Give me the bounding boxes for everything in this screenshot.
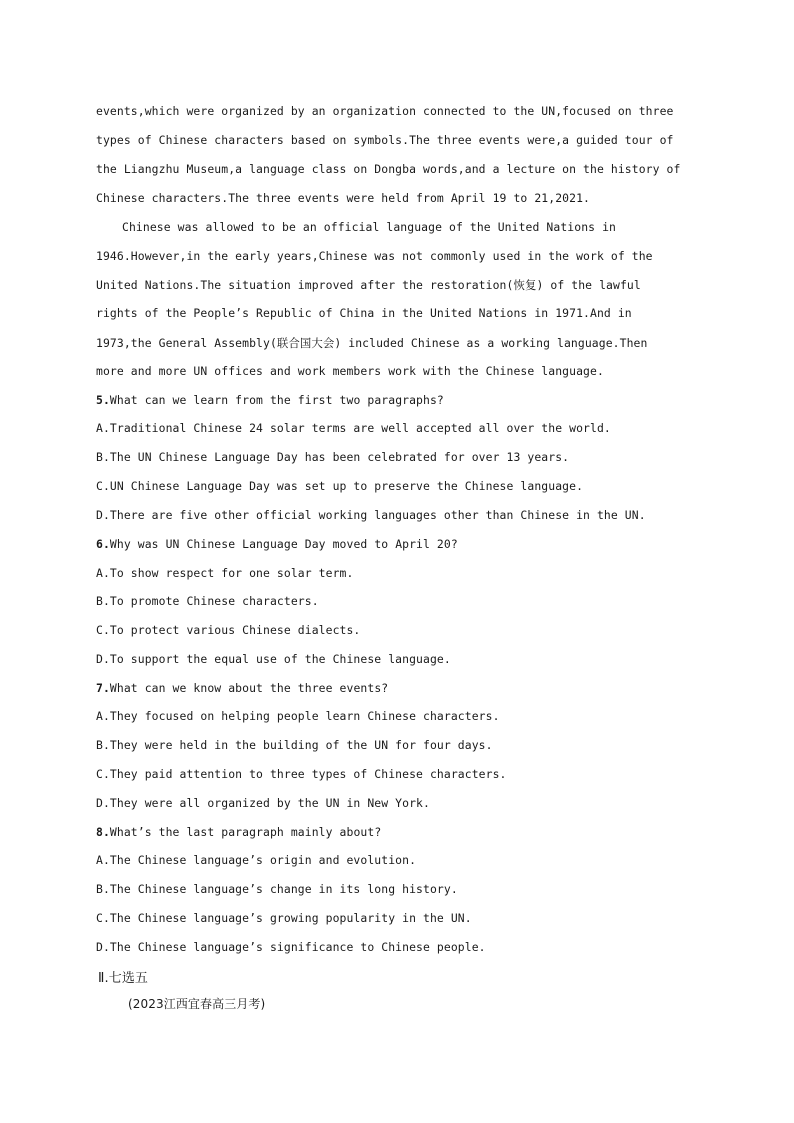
- passage-line: 1973,the General Assembly(联合国大会) included Chinese as a working language.Then: [96, 336, 648, 350]
- answer-option: B.The UN Chinese Language Day has been celebrated for over 13 years.: [96, 450, 570, 464]
- passage-line: Chinese was allowed to be an official language of the United Nations in: [122, 220, 616, 234]
- passage-line: United Nations.The situation improved after the restoration(恢复) of the lawful: [96, 278, 641, 292]
- answer-option: D.They were all organized by the UN in New York.: [96, 796, 430, 810]
- passage-line: Chinese characters.The three events were held from April 19 to 21,2021.: [96, 191, 590, 205]
- passage-line: events,which were organized by an organization connected to the UN,focused on three: [96, 104, 674, 118]
- passage-line: the Liangzhu Museum,a language class on Dongba words,and a lecture on the history of: [96, 162, 681, 176]
- answer-option: D.The Chinese language’s significance to Chinese people.: [96, 940, 486, 954]
- passage-line: more and more UN offices and work members work with the Chinese language.: [96, 364, 604, 378]
- question-text: What can we know about the three events?: [109, 681, 389, 695]
- answer-option: A.Traditional Chinese 24 solar terms are well accepted all over the world.: [96, 421, 611, 435]
- answer-option: C.UN Chinese Language Day was set up to preserve the Chinese language.: [96, 479, 584, 493]
- answer-option: C.To protect various Chinese dialects.: [96, 623, 361, 637]
- answer-option: B.The Chinese language’s change in its long history.: [96, 882, 458, 896]
- question-stem: [96, 681, 388, 695]
- answer-option: C.The Chinese language’s growing popularity in the UN.: [96, 911, 472, 925]
- question-text: What’s the last paragraph mainly about?: [109, 825, 382, 839]
- passage-line: rights of the People’s Republic of China in the United Nations in 1971.And in: [96, 306, 632, 320]
- question-number: 5.: [96, 393, 110, 407]
- question-text: What can we learn from the first two paragraphs?: [109, 393, 444, 407]
- passage-line: types of Chinese characters based on symbols.The three events were,a guided tour of: [96, 133, 674, 147]
- question-number: 6.: [96, 537, 110, 551]
- answer-option: C.They paid attention to three types of Chinese characters.: [96, 767, 507, 781]
- question-stem: [96, 393, 444, 407]
- question-number: 7.: [96, 681, 110, 695]
- passage-line: 1946.However,in the early years,Chinese was not commonly used in the work of the: [96, 249, 653, 263]
- question-text: Why was UN Chinese Language Day moved to April 20?: [109, 537, 458, 551]
- section-heading: Ⅱ.七选五: [98, 971, 149, 986]
- answer-option: A.The Chinese language’s origin and evolution.: [96, 853, 417, 867]
- question-stem: [96, 537, 458, 551]
- answer-option: A.They focused on helping people learn Chinese characters.: [96, 709, 500, 723]
- answer-option: B.They were held in the building of the UN for four days.: [96, 738, 493, 752]
- answer-option: D.There are five other official working languages other than Chinese in the UN.: [96, 508, 646, 522]
- answer-option: A.To show respect for one solar term.: [96, 566, 354, 580]
- answer-option: D.To support the equal use of the Chinese language.: [96, 652, 451, 666]
- question-number: 8.: [96, 825, 110, 839]
- question-stem: [96, 825, 381, 839]
- section-source: (2023江西宜春高三月考): [128, 997, 266, 1011]
- answer-option: B.To promote Chinese characters.: [96, 594, 319, 608]
